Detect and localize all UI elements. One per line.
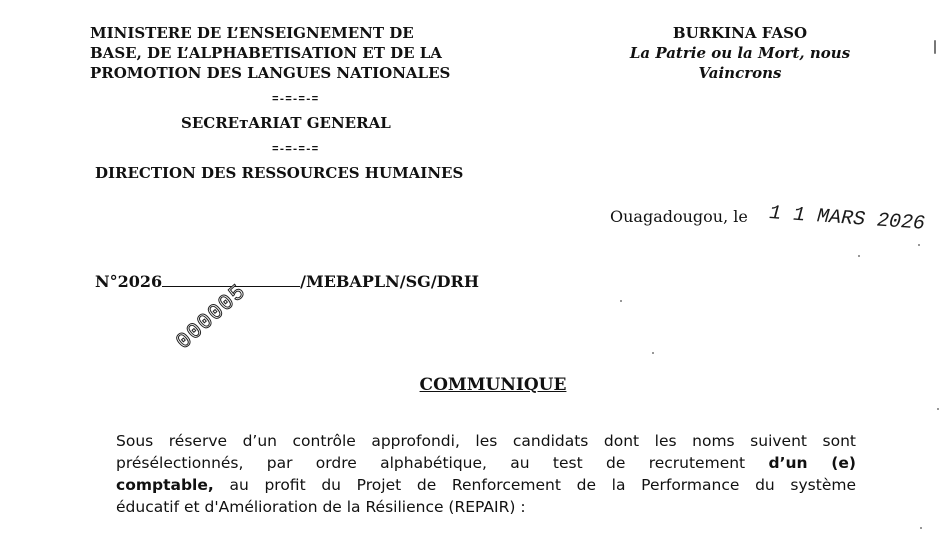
reference-prefix: N°2026 [95,272,163,291]
place-date-prefix: Ouagadougou, le [610,207,748,226]
body-line-2 [116,452,856,474]
scan-speck [652,352,654,354]
body-line-4: éducatif et d'Amélioration de la Résilience (REPAIR) : [116,498,526,516]
document-title [0,375,944,395]
body-line-3-text: au profit du Projet de Renforcement de la Performance du système [213,476,856,494]
scan-speck [937,408,939,410]
communique-body [116,430,856,518]
national-motto-line-2: Vaincrons [698,64,782,82]
reference-suffix: /MEBAPLN/SG/DRH [300,272,479,291]
reference-number [95,272,479,291]
scan-speck [620,300,622,302]
direction-name: DIRECTION DES RESSOURCES HUMAINES [95,164,464,182]
country-name: BURKINA FASO [672,24,808,42]
separator-1: =-=-=-= [272,94,319,106]
body-line-2-text: présélectionnés, par ordre alphabétique, au test de recrutement [116,454,769,472]
document-title-text: COMMUNIQUE [419,375,567,395]
ministry-line-1: MINISTERE DE L’ENSEIGNEMENT DE [90,24,414,42]
scan-speck [920,527,922,529]
secretariat-general: SECREтARIAT GENERAL [181,114,391,132]
stamped-date: 1 1 MARS 2026 [768,202,926,236]
national-motto-line-1: La Patrie ou la Mort, nous [629,44,851,62]
separator-2: =-=-=-= [272,144,319,156]
scan-speck [858,255,860,257]
ministry-name [90,23,520,83]
body-line-1: Sous réserve d’un contrôle approfondi, les candidats dont les noms suivent sont [116,432,856,450]
stamped-reference-number: 000005 [171,279,252,355]
scan-mark [934,40,936,54]
body-line-3-bold: comptable, [116,476,214,494]
country-header [600,23,880,83]
body-line-2-bold: d’un (e) [768,454,856,472]
ministry-line-2: BASE, DE L’ALPHABETISATION ET DE LA [90,44,442,62]
ministry-line-3: PROMOTION DES LANGUES NATIONALES [90,64,451,82]
body-line-3 [116,474,856,496]
scan-speck [918,244,920,246]
